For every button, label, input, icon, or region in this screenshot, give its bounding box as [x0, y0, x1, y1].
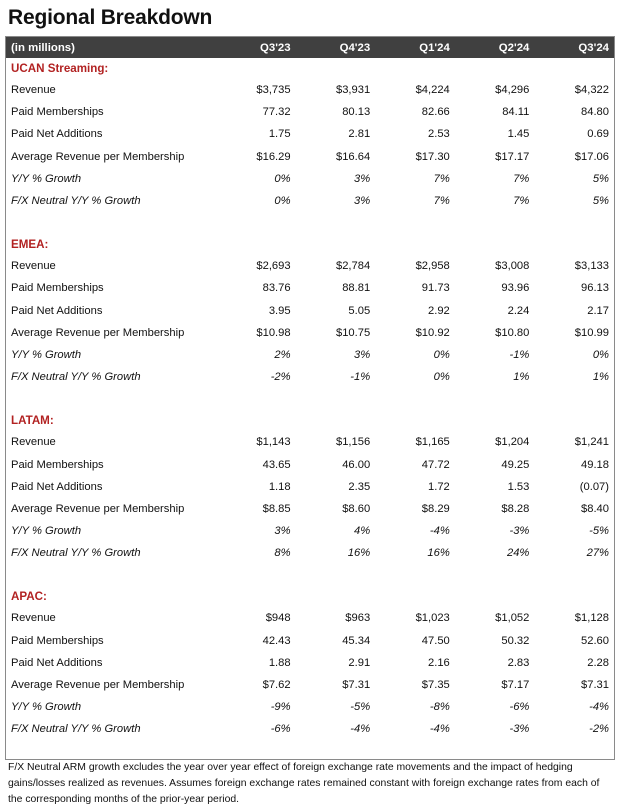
value-cell: 0%: [592, 348, 609, 361]
row-label: Revenue: [11, 260, 56, 273]
value-cell: 8%: [274, 547, 291, 560]
row-label: Revenue: [11, 612, 56, 625]
row-label: Average Revenue per Membership: [11, 679, 185, 692]
section-spacer: [6, 564, 614, 586]
value-cell: 0%: [433, 371, 450, 384]
section-title: EMEA:: [11, 238, 49, 252]
value-cell: $1,204: [495, 436, 530, 449]
section-title: UCAN Streaming:: [11, 62, 109, 75]
row-label: Paid Memberships: [11, 106, 104, 119]
value-cell: 2.16: [428, 656, 450, 669]
value-cell: 7%: [513, 195, 530, 208]
value-cell: $17.17: [495, 150, 530, 163]
value-cell: -1%: [350, 371, 371, 384]
value-cell: $3,133: [574, 260, 609, 273]
table-row: [6, 453, 614, 475]
table-row: [6, 366, 614, 388]
value-cell: 84.11: [502, 106, 530, 119]
value-cell: 3.95: [268, 304, 291, 317]
value-cell: $1,052: [495, 612, 530, 625]
value-cell: $10.98: [256, 326, 291, 339]
value-cell: 52.60: [581, 634, 609, 647]
row-label: Average Revenue per Membership: [11, 326, 185, 339]
row-label: Average Revenue per Membership: [11, 150, 185, 163]
value-cell: 24%: [506, 547, 530, 560]
value-cell: $8.28: [501, 502, 530, 515]
value-cell: $10.80: [495, 326, 530, 339]
row-label: Paid Net Additions: [11, 480, 103, 493]
period-header: Q1'24: [375, 37, 455, 58]
section-header-row: [6, 410, 614, 431]
value-cell: 0%: [433, 348, 450, 361]
section-spacer: [6, 212, 614, 234]
value-cell: -4%: [429, 723, 450, 736]
value-cell: -6%: [270, 723, 291, 736]
row-label: Average Revenue per Membership: [11, 502, 185, 515]
value-cell: 4%: [354, 525, 371, 538]
table-row: [6, 146, 614, 168]
value-cell: 7%: [513, 172, 530, 185]
value-cell: -5%: [350, 701, 371, 714]
row-label: Y/Y % Growth: [11, 172, 82, 185]
table-row: [6, 190, 614, 212]
value-cell: 16%: [427, 547, 450, 560]
row-label: F/X Neutral Y/Y % Growth: [11, 723, 141, 736]
section-header-row: [6, 586, 614, 607]
value-cell: $1,241: [574, 436, 609, 449]
value-cell: 1%: [513, 371, 530, 384]
value-cell: $4,296: [495, 84, 530, 97]
footnote: F/X Neutral ARM growth excludes the year over year effect of foreign exchange rate movements and the impact of hedging gains/losses realized as revenues. Assumes foreign exchange rates remained constant with foreign exchange rates from each of the corresponding months of the prior-year period.: [8, 762, 600, 805]
value-cell: 47.72: [421, 458, 450, 471]
value-cell: 0%: [274, 172, 291, 185]
section-title: APAC:: [11, 590, 47, 604]
value-cell: 46.00: [342, 458, 371, 471]
value-cell: 47.50: [421, 634, 450, 647]
row-label: Paid Net Additions: [11, 304, 103, 317]
value-cell: 2.28: [587, 656, 609, 669]
table-row: [6, 277, 614, 299]
value-cell: $7.31: [342, 679, 371, 692]
value-cell: $3,931: [335, 84, 371, 97]
table-row: [6, 498, 614, 520]
value-cell: 5%: [592, 172, 609, 185]
table-row: [6, 79, 614, 101]
row-label: Revenue: [11, 436, 56, 449]
value-cell: $1,156: [335, 436, 371, 449]
value-cell: 5%: [592, 195, 609, 208]
value-cell: 1.72: [428, 480, 450, 493]
table-row: [6, 431, 614, 453]
value-cell: -2%: [589, 723, 609, 736]
value-cell: -6%: [509, 701, 530, 714]
value-cell: $17.30: [415, 150, 450, 163]
row-label: Paid Memberships: [11, 282, 104, 295]
row-label: Y/Y % Growth: [11, 348, 82, 361]
spacer-cell: [6, 388, 614, 410]
value-cell: -2%: [270, 371, 291, 384]
value-cell: 1.53: [507, 480, 530, 493]
value-cell: $8.29: [421, 502, 450, 515]
value-cell: (0.07): [579, 480, 609, 493]
row-label: F/X Neutral Y/Y % Growth: [11, 195, 141, 208]
table-row: [6, 322, 614, 344]
value-cell: 1.88: [268, 656, 291, 669]
value-cell: 80.13: [342, 106, 371, 119]
value-cell: $16.29: [256, 150, 291, 163]
table-row: [6, 168, 614, 190]
value-cell: 1.18: [268, 480, 291, 493]
value-cell: $7.62: [262, 679, 291, 692]
value-cell: 82.66: [421, 106, 450, 119]
value-cell: 5.05: [348, 304, 371, 317]
value-cell: 2%: [274, 348, 291, 361]
row-label: Paid Memberships: [11, 634, 104, 647]
value-cell: -5%: [589, 525, 609, 538]
value-cell: 2.35: [348, 480, 371, 493]
value-cell: 77.32: [262, 106, 291, 119]
value-cell: 83.76: [262, 282, 291, 295]
value-cell: $8.60: [342, 502, 371, 515]
table-row: [6, 607, 614, 629]
value-cell: -9%: [270, 701, 291, 714]
period-header: Q4'23: [296, 37, 376, 58]
value-cell: 93.96: [501, 282, 530, 295]
value-cell: $1,023: [415, 612, 450, 625]
value-cell: 49.25: [501, 458, 530, 471]
value-cell: 91.73: [421, 282, 450, 295]
value-cell: 2.91: [348, 656, 371, 669]
value-cell: -1%: [509, 348, 530, 361]
row-label: F/X Neutral Y/Y % Growth: [11, 547, 141, 560]
value-cell: $17.06: [574, 150, 609, 163]
value-cell: $1,143: [256, 436, 291, 449]
unit-label-header: (in millions): [6, 37, 216, 58]
value-cell: 96.13: [581, 282, 609, 295]
value-cell: $10.92: [415, 326, 450, 339]
period-header: Q2'24: [455, 37, 535, 58]
value-cell: -3%: [509, 723, 530, 736]
value-cell: $16.64: [335, 150, 371, 163]
period-header: Q3'24: [534, 37, 614, 58]
value-cell: $3,735: [256, 84, 291, 97]
spacer-cell: [6, 212, 614, 234]
value-cell: $7.31: [581, 679, 609, 692]
value-cell: $2,958: [415, 260, 450, 273]
value-cell: 2.81: [348, 128, 371, 141]
value-cell: 2.53: [428, 128, 450, 141]
value-cell: $948: [265, 612, 291, 625]
section-header-row: [6, 58, 614, 79]
value-cell: 1.45: [507, 128, 530, 141]
row-label: Paid Memberships: [11, 458, 104, 471]
regional-breakdown-table: [6, 37, 614, 741]
table-row: [6, 630, 614, 652]
value-cell: 45.34: [342, 634, 371, 647]
value-cell: $4,224: [415, 84, 450, 97]
value-cell: $7.17: [501, 679, 530, 692]
value-cell: -4%: [350, 723, 371, 736]
table-row: [6, 344, 614, 366]
value-cell: 0%: [274, 195, 291, 208]
value-cell: 2.92: [428, 304, 450, 317]
value-cell: 7%: [433, 172, 450, 185]
value-cell: 42.43: [262, 634, 291, 647]
table-row: [6, 652, 614, 674]
value-cell: 1.75: [268, 128, 291, 141]
section-header-row: [6, 234, 614, 255]
row-label: F/X Neutral Y/Y % Growth: [11, 371, 141, 384]
value-cell: 50.32: [501, 634, 530, 647]
table-body: [6, 58, 614, 741]
value-cell: $10.99: [574, 326, 609, 339]
value-cell: $7.35: [421, 679, 450, 692]
value-cell: $4,322: [574, 84, 609, 97]
value-cell: 1%: [592, 371, 609, 384]
value-cell: 3%: [354, 195, 371, 208]
value-cell: -3%: [509, 525, 530, 538]
value-cell: 3%: [274, 525, 291, 538]
value-cell: 16%: [347, 547, 371, 560]
table-row: [6, 476, 614, 498]
section-title: LATAM:: [11, 414, 54, 428]
value-cell: 43.65: [262, 458, 291, 471]
spacer-cell: [6, 564, 614, 586]
row-label: Paid Net Additions: [11, 128, 103, 141]
table-row: [6, 674, 614, 696]
value-cell: $8.40: [581, 502, 609, 515]
value-cell: 0.69: [587, 128, 609, 141]
table-row: [6, 696, 614, 718]
value-cell: 2.24: [507, 304, 530, 317]
value-cell: $963: [345, 612, 371, 625]
period-header: Q3'23: [216, 37, 296, 58]
value-cell: -4%: [589, 701, 609, 714]
row-label: Y/Y % Growth: [11, 701, 82, 714]
table-row: [6, 255, 614, 277]
row-label: Y/Y % Growth: [11, 525, 82, 538]
table-row: [6, 520, 614, 542]
value-cell: 84.80: [581, 106, 609, 119]
value-cell: 2.83: [507, 656, 530, 669]
value-cell: $2,784: [335, 260, 371, 273]
row-label: Revenue: [11, 84, 56, 97]
value-cell: 2.17: [587, 304, 609, 317]
value-cell: $3,008: [495, 260, 530, 273]
value-cell: $2,693: [256, 260, 291, 273]
value-cell: -4%: [429, 525, 450, 538]
table-row: [6, 718, 614, 740]
section-spacer: [6, 388, 614, 410]
value-cell: $8.85: [262, 502, 291, 515]
value-cell: 49.18: [581, 458, 609, 471]
table-row: [6, 101, 614, 123]
value-cell: $1,165: [415, 436, 450, 449]
value-cell: 3%: [354, 172, 371, 185]
value-cell: $10.75: [335, 326, 371, 339]
page-title: Regional Breakdown: [8, 6, 213, 29]
table-row: [6, 542, 614, 564]
value-cell: 27%: [586, 547, 609, 560]
value-cell: 7%: [433, 195, 450, 208]
value-cell: $1,128: [574, 612, 609, 625]
row-label: Paid Net Additions: [11, 656, 103, 669]
table-row: [6, 123, 614, 145]
table-row: [6, 300, 614, 322]
table-header-row: [6, 37, 614, 58]
value-cell: -8%: [429, 701, 450, 714]
value-cell: 3%: [354, 348, 371, 361]
value-cell: 88.81: [342, 282, 371, 295]
